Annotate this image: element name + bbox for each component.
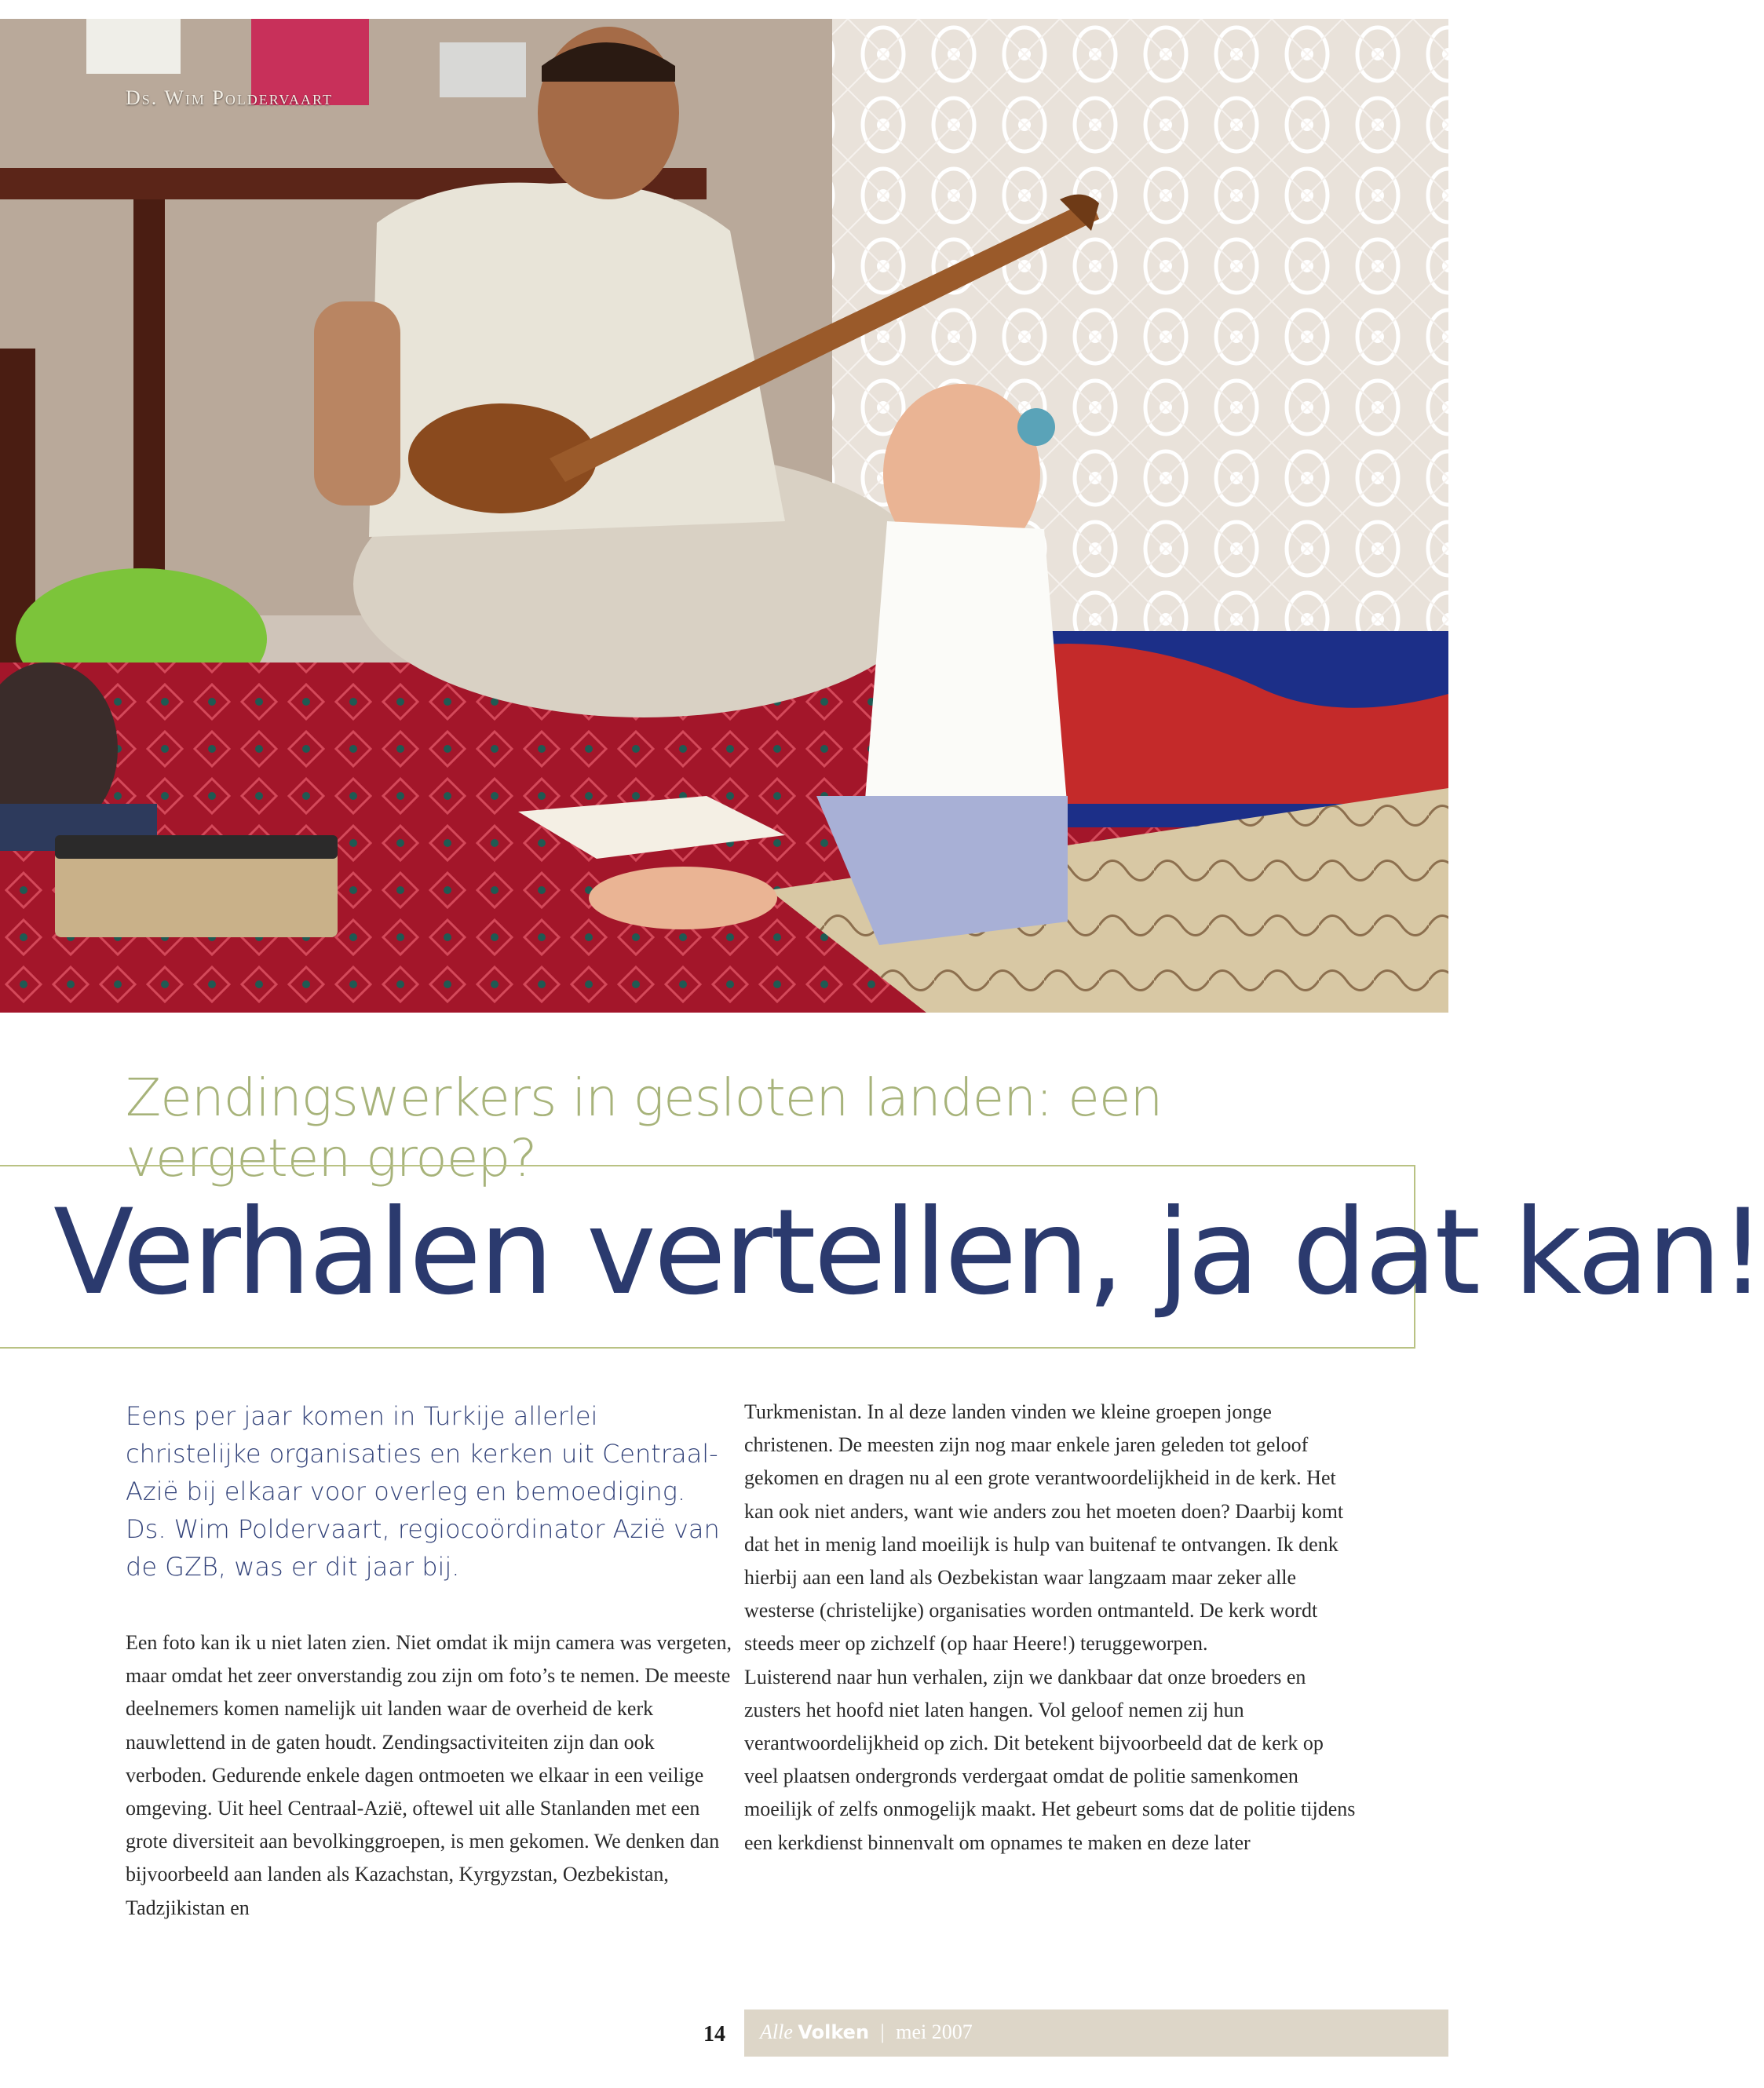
issue-date: mei 2007 (896, 2020, 973, 2043)
magazine-footer (760, 2020, 973, 2044)
article-intro: Eens per jaar komen in Turkije allerlei christelijke organisaties en kerken uit Centraal-Azië bij elkaar voor overleg en bemoediging. Ds. Wim Poldervaart, regiocoördinator Azië van de GZB, was er dit jaar bij. (126, 1401, 720, 1582)
magazine-name-alle: Alle (760, 2020, 793, 2043)
page-number: 14 (703, 2022, 725, 2046)
body-paragraph: Luisterend naar hun verhalen, zijn we dankbaar dat onze broeders en zusters het hoofd niet laten hangen. Vol geloof nemen zij hun verantwoordelijkheid op zich. Dit betekent bijvoorbeeld dat de kerk op veel plaatsen ondergronds verdergaat omdat de politie samenkomen moeilijk of zelfs onmogelijk maakt. Het gebeurt soms dat de politie tijdens een kerkdienst binnenvalt om opnames te maken en deze later (744, 1665, 1356, 1854)
body-paragraph: Een foto kan ik u niet laten zien. Niet omdat ik mijn camera was vergeten, maar omdat het zeer onverstandig zou zijn om foto’s te nemen. De meeste deelnemers komen namelijk uit landen waar de overheid de kerk nauwlettend in de gaten houdt. Zendingsactiviteiten zijn dan ook verboden. Gedurende enkele dagen ontmoeten we elkaar in een veilige omgeving. Uit heel Centraal-Azië, oftewel uit alle Stanlanden met een grote diversiteit aan bevolkinggroepen, is men gekomen. We denken dan bijvoorbeeld aan landen als Kazachstan, Kyrgyzstan, Oezbekistan, Tadzjikistan en (126, 1631, 732, 1919)
cover-photo (0, 19, 1448, 1013)
article-title: Verhalen vertellen, ja dat kan! (53, 1185, 1764, 1321)
magazine-name-volken: Volken (798, 2021, 870, 2043)
body-column-left (126, 1626, 738, 1925)
body-paragraph: Turkmenistan. In al deze landen vinden we kleine groepen jonge christenen. De meesten zijn nog maar enkele jaren geleden tot geloof gekomen en dragen nu al een grote verantwoordelijkheid in de kerk. Het kan ook niet anders, want wie anders zou het moeten doen? Daarbij komt dat het in menig land moeilijk is hulp van buitenaf te ontvangen. Ik denk hierbij aan een land als Oezbekistan waar langzaam maar zeker alle westerse (christelijke) organisaties worden ontmanteld. De kerk wordt steeds meer op zichzelf (op haar Heere!) teruggeworpen. (744, 1400, 1344, 1655)
article-subtitle: Zendingswerkers in gesloten landen: een vergeten groep? (126, 1068, 1163, 1188)
body-column-right (744, 1396, 1357, 1860)
photo-byline: Ds. Wim Poldervaart (126, 86, 333, 109)
footer-separator: | (880, 2020, 885, 2043)
